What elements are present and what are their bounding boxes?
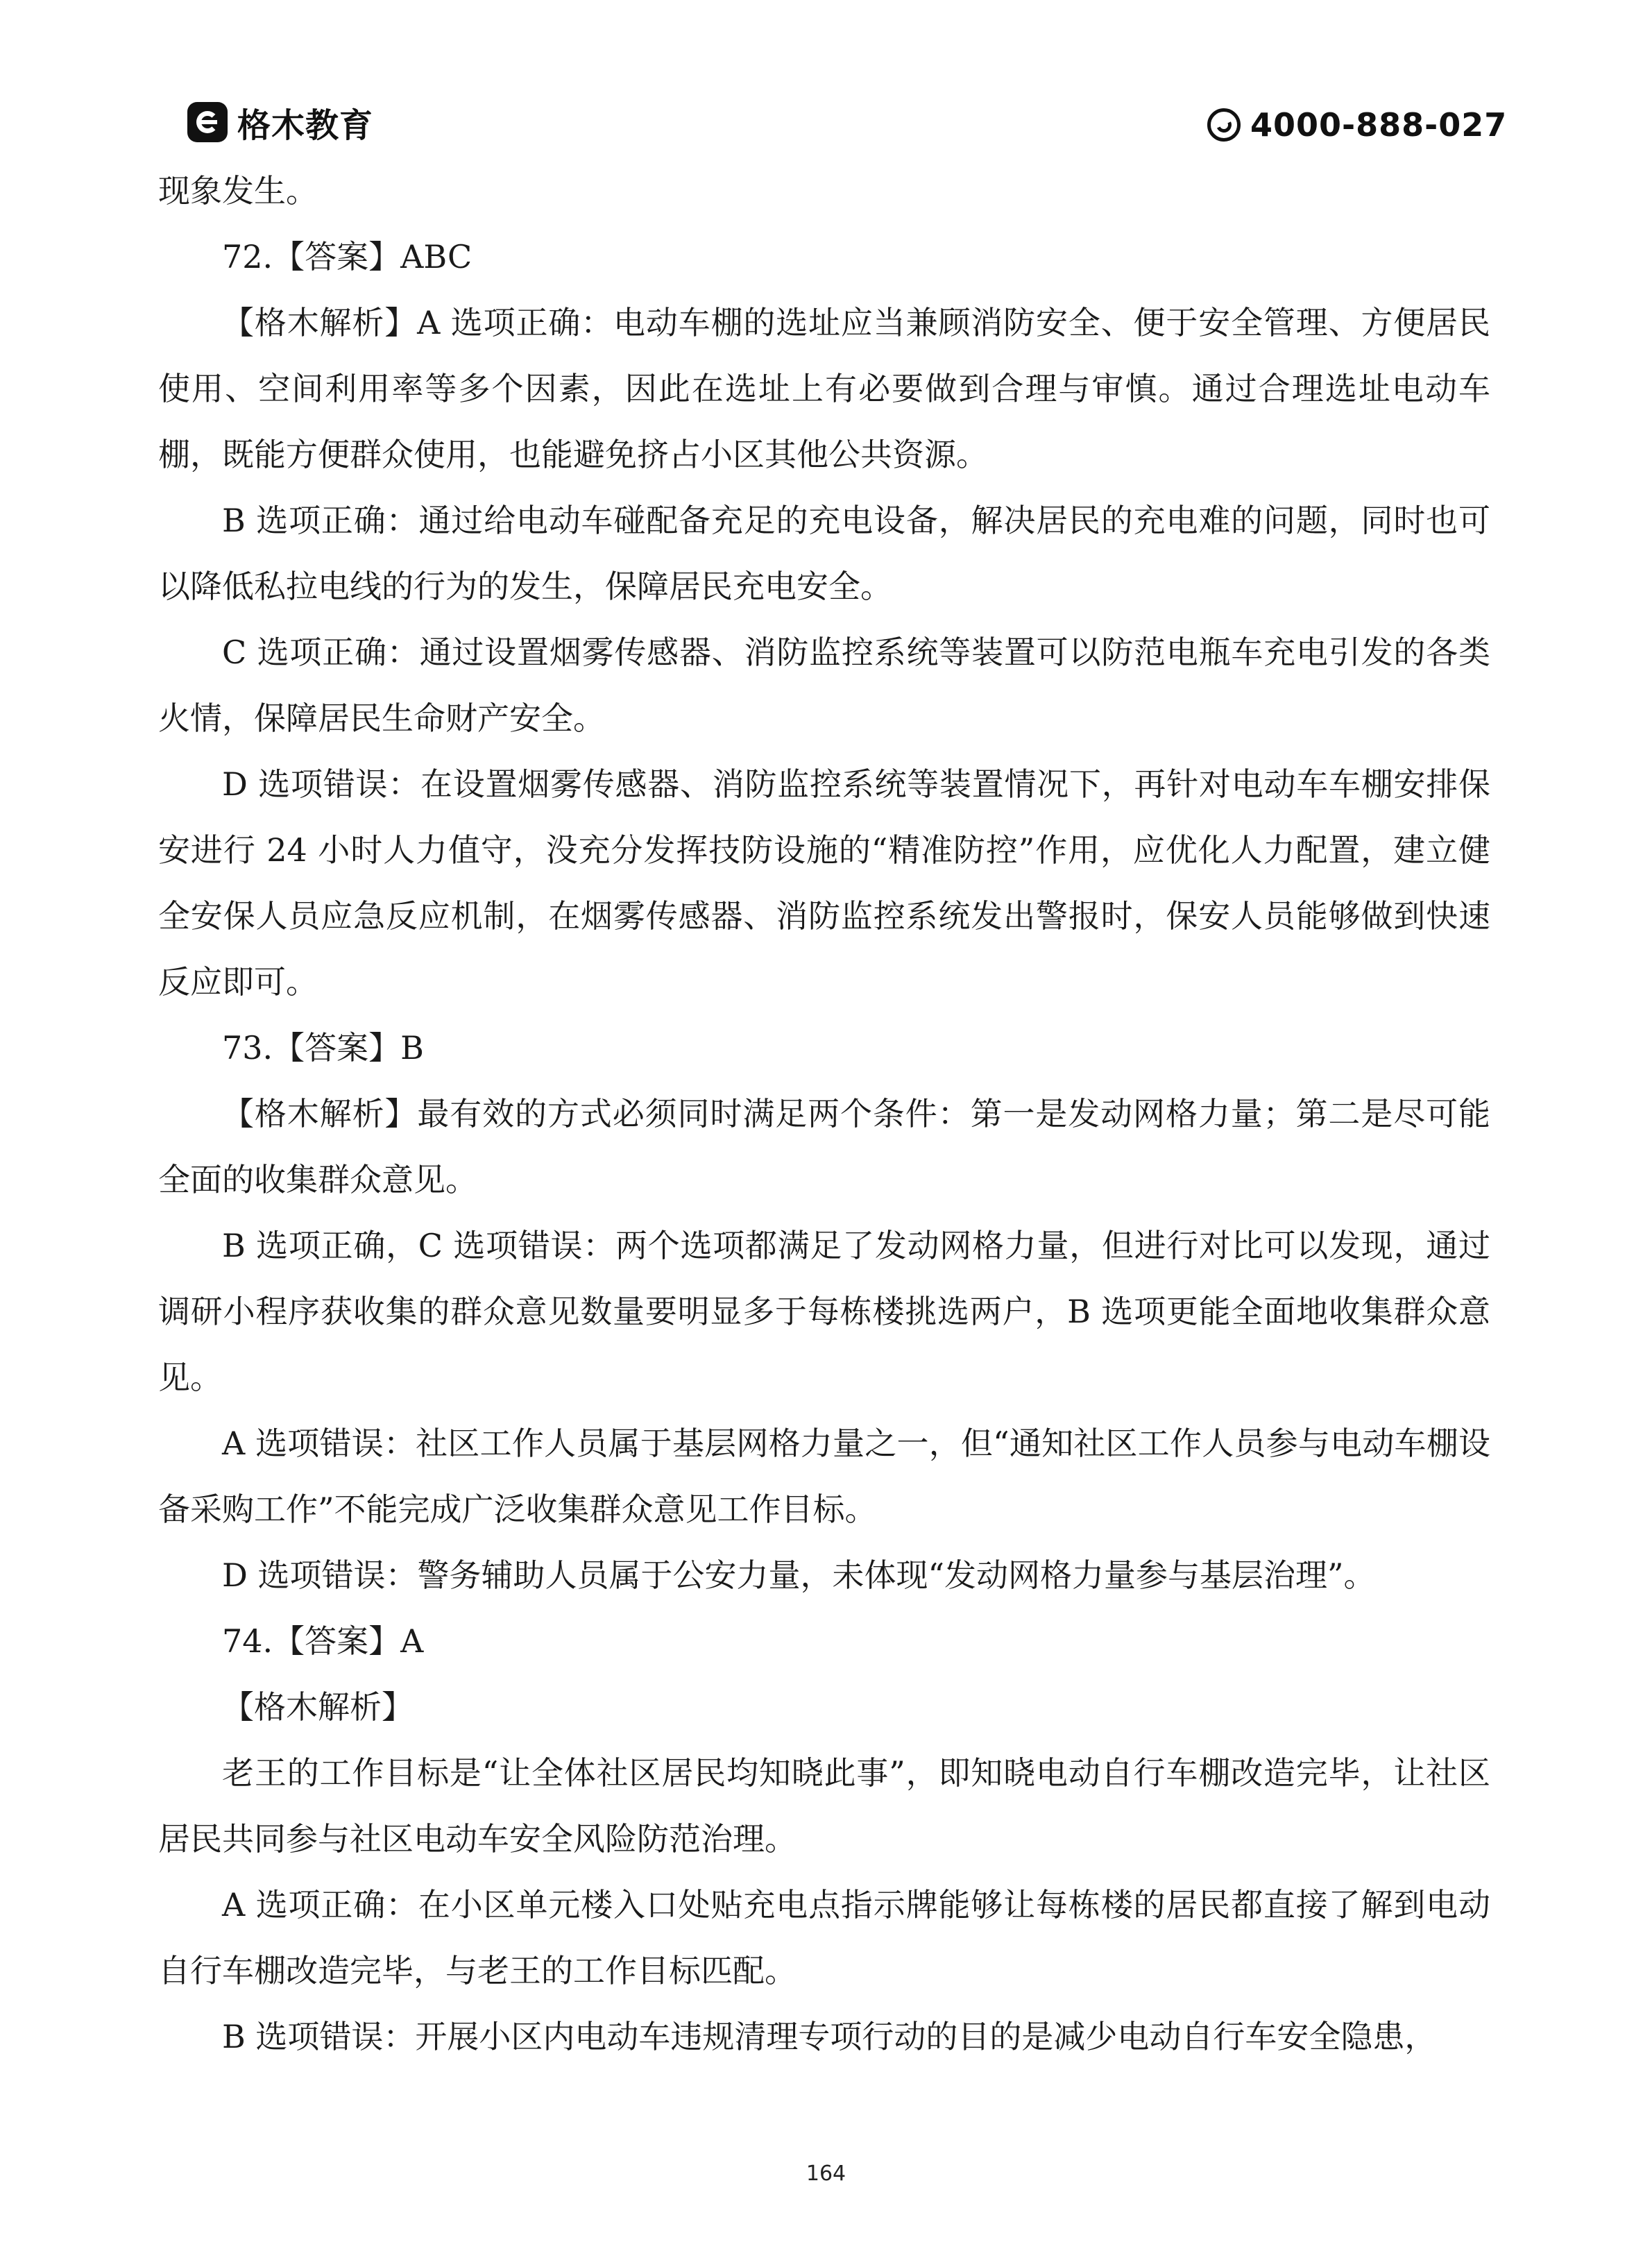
answer-74-heading: 74.【答案】A (222, 1622, 424, 1660)
phone-icon (1207, 108, 1241, 142)
analysis-74-b: B 选项错误：开展小区内电动车违规清理专项行动的目的是减少电动自行车安全隐患， (222, 2018, 1437, 2055)
analysis-72-d: D 选项错误：在设置烟雾传感器、消防监控系统等装置情况下，再针对电动车车棚安排保安进行 24 小时人力值守，没充分发挥技防设施的“精准防控”作用，应优化人力配置，建立健全安保人员应急反应机制，在烟雾传感器、消防监控系统发出警报时，保安人员能够做到快速反应即可。 (158, 765, 1490, 1001)
brand-name: 格木教育 (237, 105, 374, 145)
answer-73-heading: 73.【答案】B (222, 1029, 424, 1067)
analysis-72-a: 【格木解析】A 选项正确：电动车棚的选址应当兼顾消防安全、便于安全管理、方便居民使用、空间利用率等多个因素，因此在选址上有必要做到合理与审慎。通过合理选址电动车棚，既能方便群众使用，也能避免挤占小区其他公共资源。 (158, 304, 1490, 473)
hotline (1207, 101, 1507, 149)
paragraph-continuation: 现象发生。 (158, 172, 318, 210)
brand-logo (187, 97, 373, 147)
page-header (0, 0, 1652, 160)
analysis-74-goal: 老王的工作目标是“让全体社区居民均知晓此事”，即知晓电动自行车棚改造完毕，让社区居民共同参与社区电动车安全风险防范治理。 (158, 1754, 1490, 1858)
page-number: 164 (806, 2162, 846, 2186)
analysis-72-b: B 选项正确：通过给电动车碰配备充足的充电设备，解决居民的充电难的问题，同时也可以降低私拉电线的行为的发生，保障居民充电安全。 (158, 502, 1490, 605)
analysis-74-label: 【格木解析】 (222, 1688, 414, 1726)
analysis-73-a: A 选项错误：社区工作人员属于基层网格力量之一，但“通知社区工作人员参与电动车棚设备采购工作”不能完成广泛收集群众意见工作目标。 (158, 1425, 1490, 1528)
brand-logo-icon (187, 102, 228, 142)
analysis-74-a: A 选项正确：在小区单元楼入口处贴充电点指示牌能够让每栋楼的居民都直接了解到电动自行车棚改造完毕，与老王的工作目标匹配。 (158, 1886, 1490, 1989)
analysis-73-d: D 选项错误：警务辅助人员属于公安力量，未体现“发动网格力量参与基层治理”。 (222, 1556, 1376, 1594)
hotline-number: 4000-888-027 (1250, 106, 1508, 144)
analysis-72-c: C 选项正确：通过设置烟雾传感器、消防监控系统等装置可以防范电瓶车充电引发的各类火情，保障居民生命财产安全。 (158, 634, 1490, 737)
document-body (158, 158, 1490, 2070)
answer-72-heading: 72.【答案】ABC (222, 238, 472, 275)
analysis-73-bc: B 选项正确，C 选项错误：两个选项都满足了发动网格力量，但进行对比可以发现，通过调研小程序获收集的群众意见数量要明显多于每栋楼挑选两户，B 选项更能全面地收集群众意见。 (158, 1227, 1490, 1396)
analysis-73-intro: 【格木解析】最有效的方式必须同时满足两个条件：第一是发动网格力量；第二是尽可能全面的收集群众意见。 (158, 1095, 1490, 1198)
